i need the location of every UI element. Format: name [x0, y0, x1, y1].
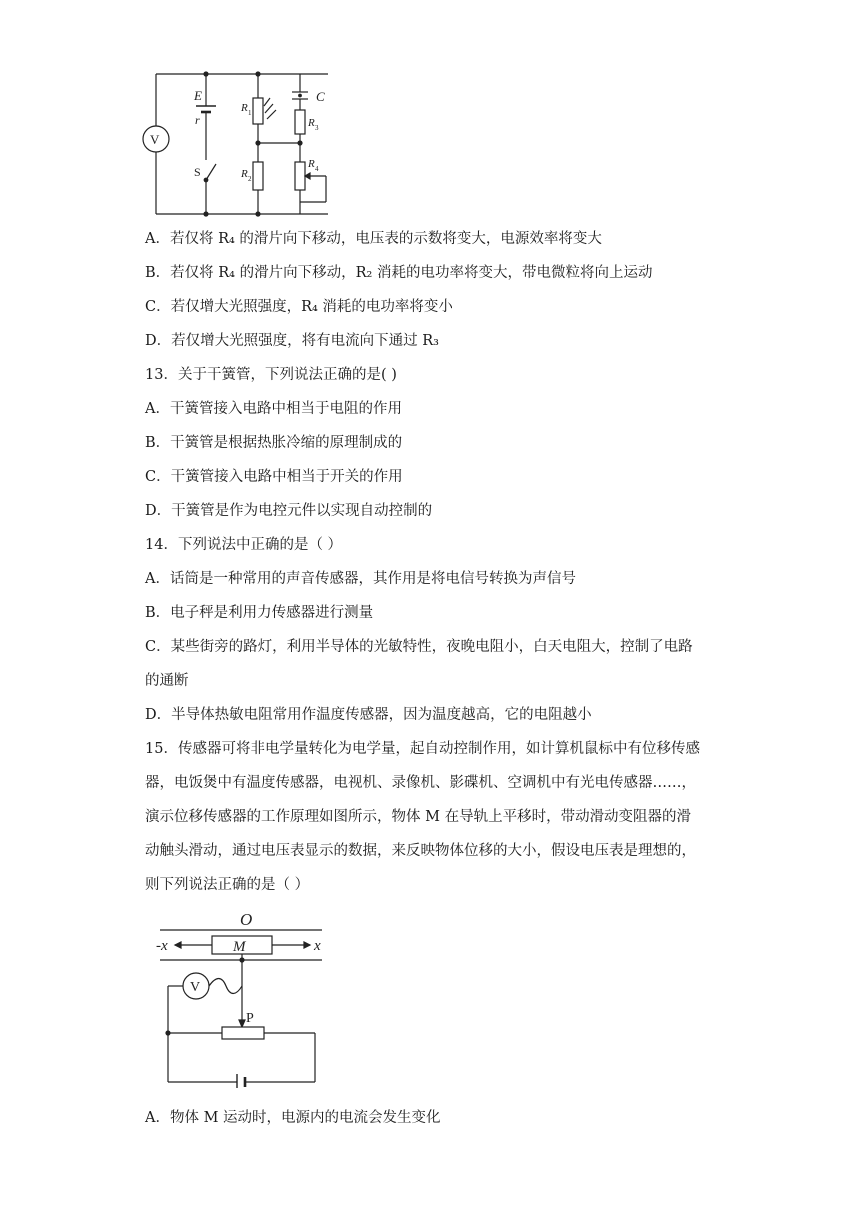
mass-label: M	[233, 939, 246, 955]
r2-label: R	[241, 168, 248, 180]
q13-option-b: B．干簧管是根据热胀冷缩的原理制成的	[145, 435, 403, 451]
q15-stem-line-3: 演示位移传感器的工作原理如图所示，物体 M 在导轨上平移时，带动滑动变阻器的滑	[145, 809, 692, 825]
voltmeter-label: V	[150, 132, 160, 147]
emf-label: E	[194, 88, 202, 103]
internal-resistance-label: r	[195, 113, 200, 127]
r3-subscript: 3	[315, 124, 319, 132]
q14-option-d: D．半导体热敏电阻常用作温度传感器，因为温度越高，它的电阻越小	[145, 707, 592, 723]
q15-stem-line-2: 器，电饭煲中有温度传感器，电视机、录像机、影碟机、空调机中有光电传感器……，	[145, 775, 696, 791]
q15-stem-line-5: 则下列说法正确的是（ ）	[145, 877, 310, 893]
q15-option-a: A．物体 M 运动时，电源内的电流会发生变化	[145, 1110, 441, 1126]
q15-stem-line-1: 15．传感器可将非电学量转化为电学量，起自动控制作用，如计算机鼠标中有位移传感	[145, 741, 700, 757]
q12-option-a: A．若仅将 R₄ 的滑片向下移动，电压表的示数将变大，电源效率将变大	[145, 231, 602, 247]
voltmeter-label: V	[190, 980, 201, 995]
q13-option-d: D．干簧管是作为电控元件以实现自动控制的	[145, 503, 433, 519]
r3-label: R	[308, 117, 315, 129]
origin-label: O	[240, 910, 253, 929]
q14-option-a: A．话筒是一种常用的声音传感器，其作用是将电信号转换为声信号	[145, 571, 576, 587]
q15-stem-line-4: 动触头滑动，通过电压表显示的数据，来反映物体位移的大小，假设电压表是理想的，	[145, 843, 696, 859]
circuit-diagram-1	[140, 68, 340, 218]
pos-x-label: x	[314, 938, 321, 954]
q14-option-c: C．某些街旁的路灯，利用半导体的光敏特性，夜晚电阻小，白天电阻大，控制了电路	[145, 639, 693, 655]
r4-label: R	[308, 158, 315, 170]
q13-option-c: C．干簧管接入电路中相当于开关的作用	[145, 469, 403, 485]
q13-stem: 13．关于干簧管，下列说法正确的是( )	[145, 367, 397, 383]
q14-option-b: B．电子秤是利用力传感器进行测量	[145, 605, 374, 621]
neg-x-label: -x	[156, 938, 168, 954]
capacitor-label: C	[316, 89, 325, 104]
q13-option-a: A．干簧管接入电路中相当于电阻的作用	[145, 401, 402, 417]
q12-option-d: D．若仅增大光照强度，将有电流向下通过 R₃	[145, 333, 439, 349]
q12-option-c: C．若仅增大光照强度，R₄ 消耗的电功率将变小	[145, 299, 453, 315]
circuit-diagram-2	[150, 908, 340, 1088]
q12-option-b: B．若仅将 R₄ 的滑片向下移动，R₂ 消耗的电功率将变大，带电微粒将向上运动	[145, 265, 653, 281]
q14-option-c-cont: 的通断	[145, 673, 189, 689]
q14-stem: 14．下列说法中正确的是（ ）	[145, 537, 343, 553]
r4-subscript: 4	[315, 165, 319, 173]
r1-label: R	[241, 102, 248, 114]
r1-subscript: 1	[248, 109, 252, 117]
r2-subscript: 2	[248, 175, 252, 183]
switch-label: S	[194, 165, 201, 179]
slider-p-label: P	[246, 1011, 254, 1026]
